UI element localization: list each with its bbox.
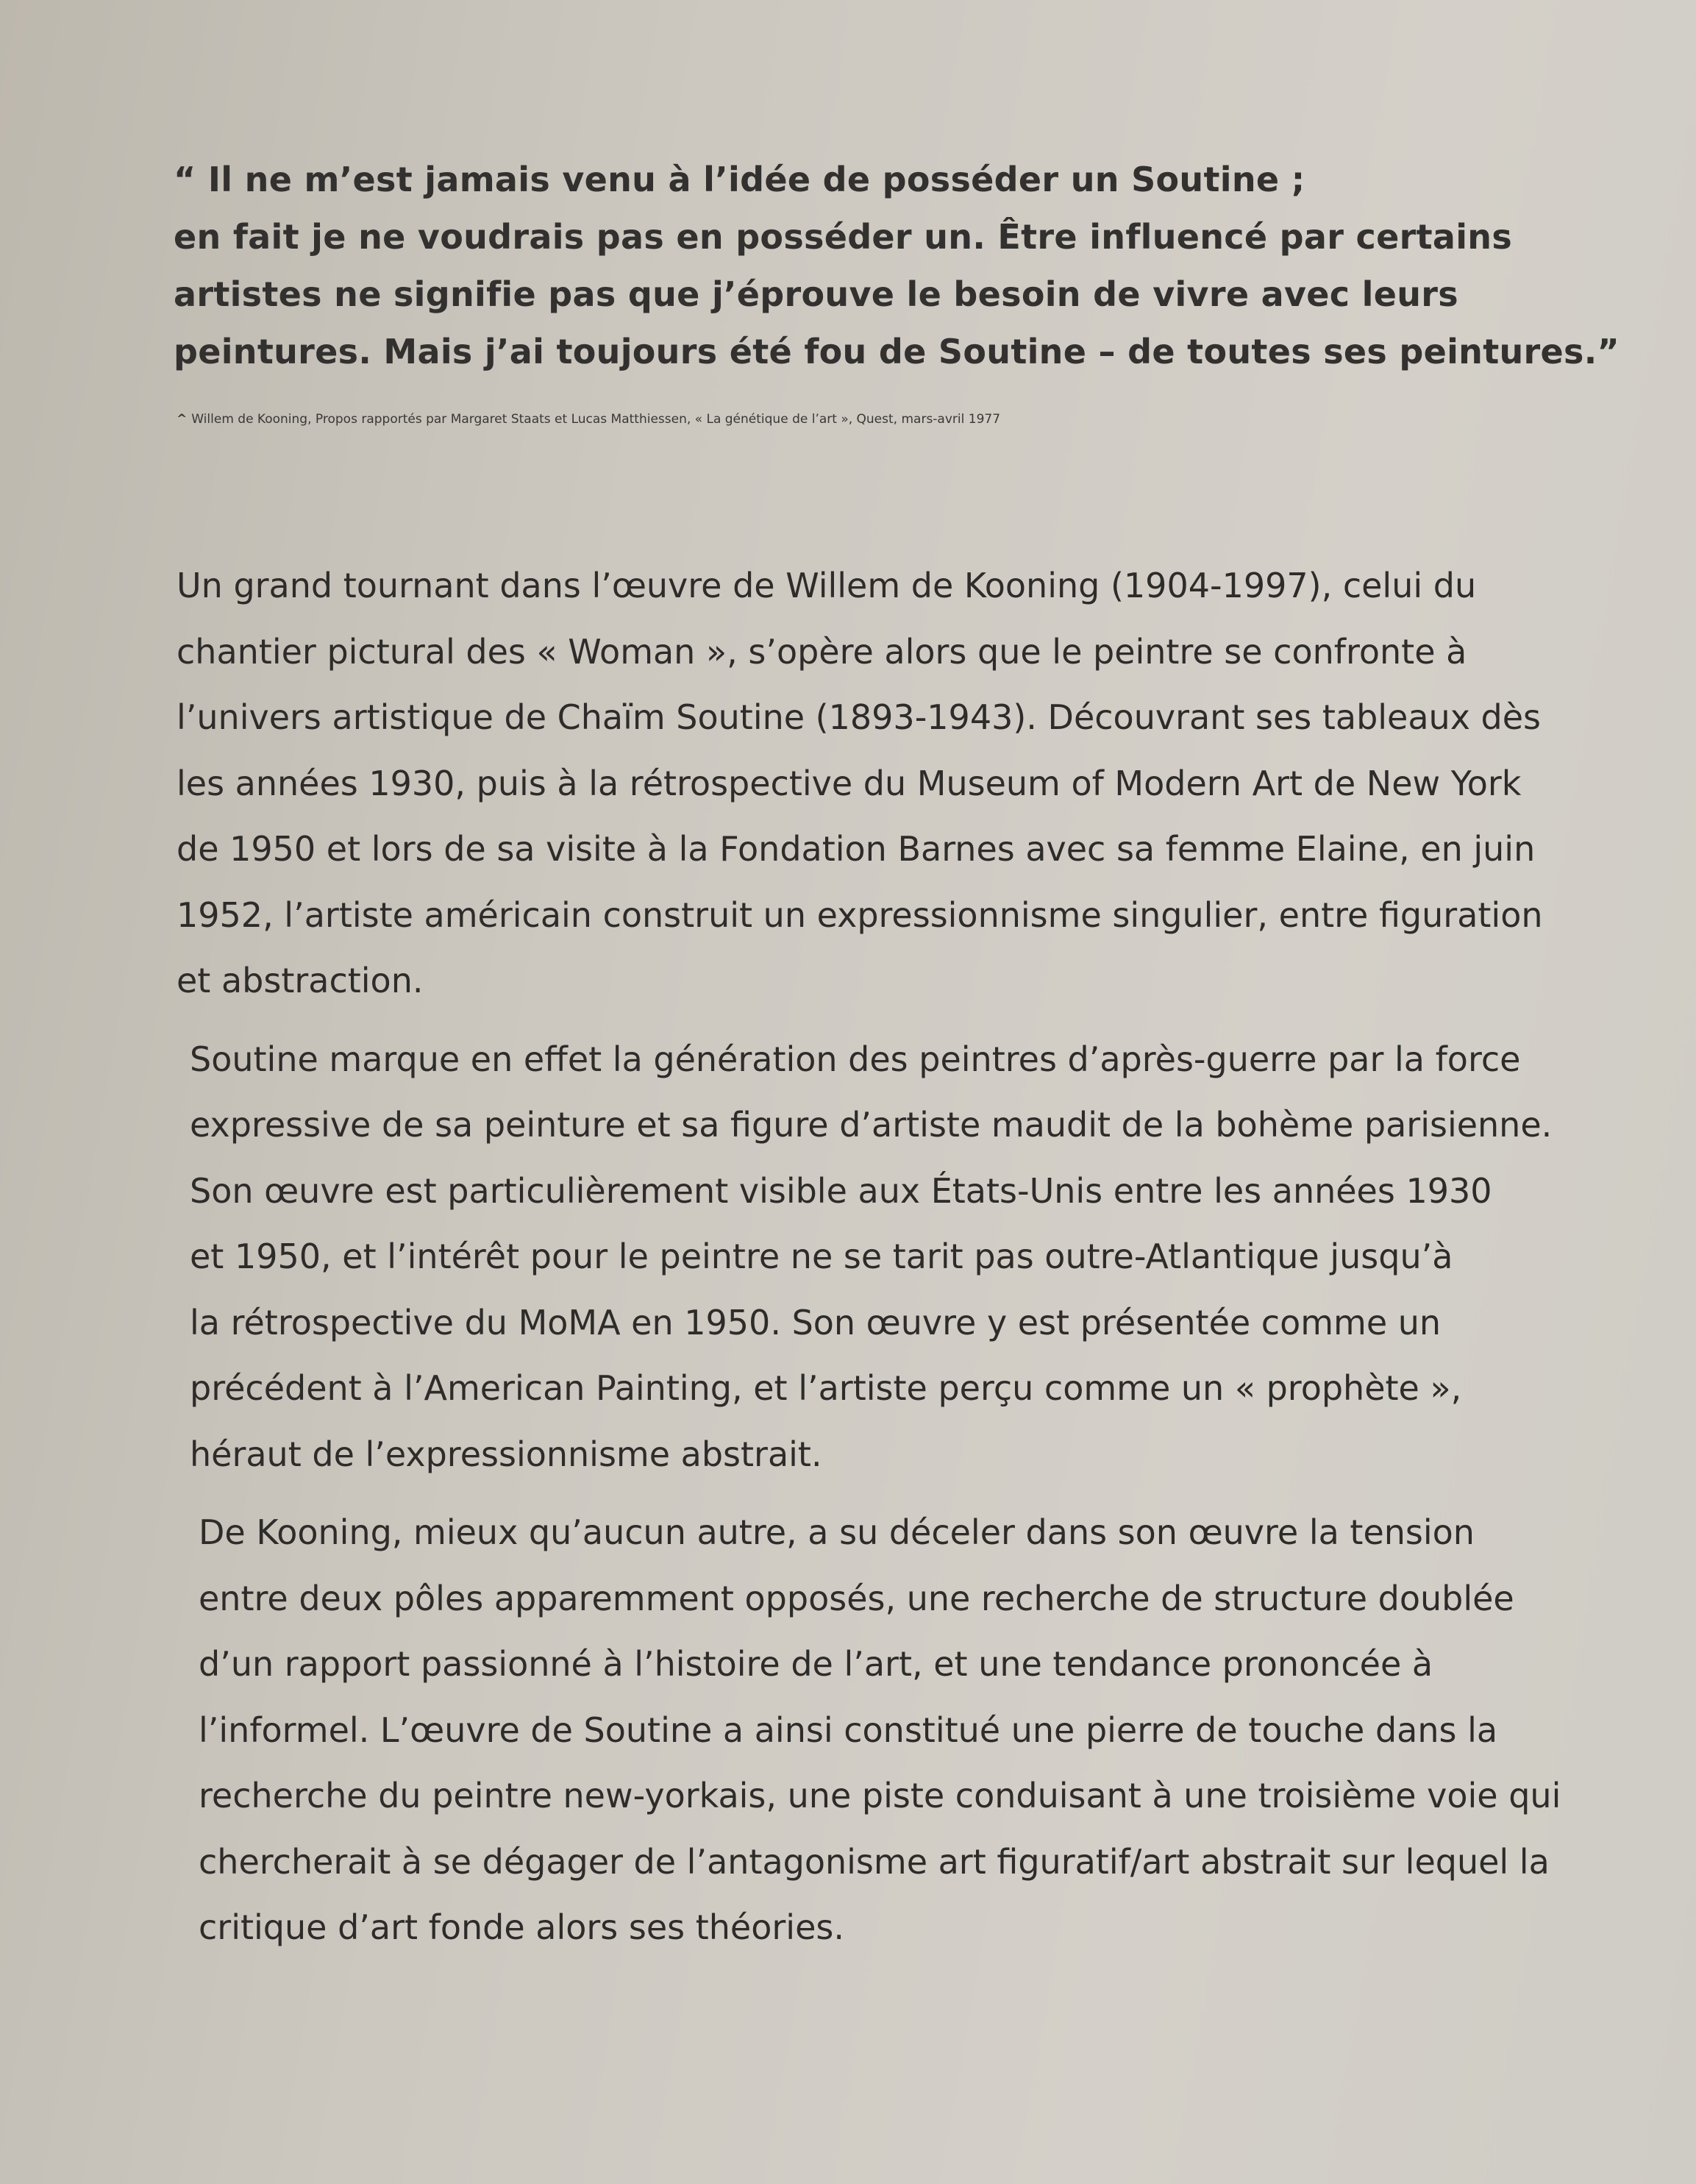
text-line: l’univers artistique de Chaïm Soutine (1893-1943). Découvrant ses tableaux dès <box>177 697 1542 737</box>
text-line: expressive de sa peinture et sa figure d’artiste maudit de la bohème parisienne. <box>190 1105 1553 1145</box>
citation-text: Willem de Kooning, Propos rapportés par Margaret Staats et Lucas Matthiessen, « La génétique de l’art », Quest, mars-avril 1977 <box>191 412 1001 427</box>
text-line: précédent à l’American Painting, et l’artiste perçu comme un « prophète », <box>190 1368 1462 1408</box>
text-line: Soutine marque en effet la génération des peintres d’après-guerre par la force <box>190 1039 1521 1079</box>
epigraph-quote <box>174 151 1637 380</box>
text-line: Son œuvre est particulièrement visible aux États-Unis entre les années 1930 <box>190 1170 1492 1211</box>
quote-line: peintures. Mais j’ai toujours été fou de Soutine – de toutes ses peintures.” <box>174 332 1620 371</box>
paragraph-2 <box>190 1027 1662 1488</box>
quote-line: artistes ne signifie pas que j’éprouve le besoin de vivre avec leurs <box>174 274 1458 314</box>
caret-marker-icon: ^ <box>177 412 188 427</box>
text-line: héraut de l’expressionnisme abstrait. <box>190 1434 822 1474</box>
text-line: Un grand tournant dans l’œuvre de Willem de Kooning (1904-1997), celui du <box>177 566 1477 605</box>
body-text <box>177 553 1662 1974</box>
text-line: recherche du peintre new-yorkais, une piste conduisant à une troisième voie qui <box>199 1776 1561 1815</box>
text-line: et abstraction. <box>177 961 424 1000</box>
text-line: d’un rapport passionné à l’histoire de l’art, et une tendance prononcée à <box>199 1644 1433 1684</box>
quote-line: en fait je ne voudrais pas en posséder un. Être influencé par certains <box>174 217 1513 257</box>
paragraph-3 <box>199 1500 1662 1961</box>
text-line: chercherait à se dégager de l’antagonisme art figuratif/art abstrait sur lequel la <box>199 1841 1550 1882</box>
text-line: les années 1930, puis à la rétrospective du Museum of Modern Art de New York <box>177 763 1522 803</box>
text-line: la rétrospective du MoMA en 1950. Son œuvre y est présentée comme un <box>190 1302 1442 1342</box>
text-line: chantier pictural des « Woman », s’opère alors que le peintre se confronte à <box>177 631 1467 672</box>
text-line: de 1950 et lors de sa visite à la Fondation Barnes avec sa femme Elaine, en juin <box>177 829 1536 869</box>
text-line: l’informel. L’œuvre de Soutine a ainsi constitué une pierre de touche dans la <box>199 1710 1498 1750</box>
quote-citation <box>177 412 1000 427</box>
quote-line: “ Il ne m’est jamais venu à l’idée de posséder un Soutine ; <box>174 160 1305 199</box>
text-line: et 1950, et l’intérêt pour le peintre ne se tarit pas outre-Atlantique jusqu’à <box>190 1237 1453 1276</box>
text-line: critique d’art fonde alors ses théories. <box>199 1907 844 1947</box>
paragraph-1 <box>177 553 1662 1014</box>
text-line: entre deux pôles apparemment opposés, une recherche de structure doublée <box>199 1578 1514 1618</box>
text-line: 1952, l’artiste américain construit un expressionnisme singulier, entre figuration <box>177 894 1543 935</box>
text-line: De Kooning, mieux qu’aucun autre, a su déceler dans son œuvre la tension <box>199 1512 1475 1552</box>
